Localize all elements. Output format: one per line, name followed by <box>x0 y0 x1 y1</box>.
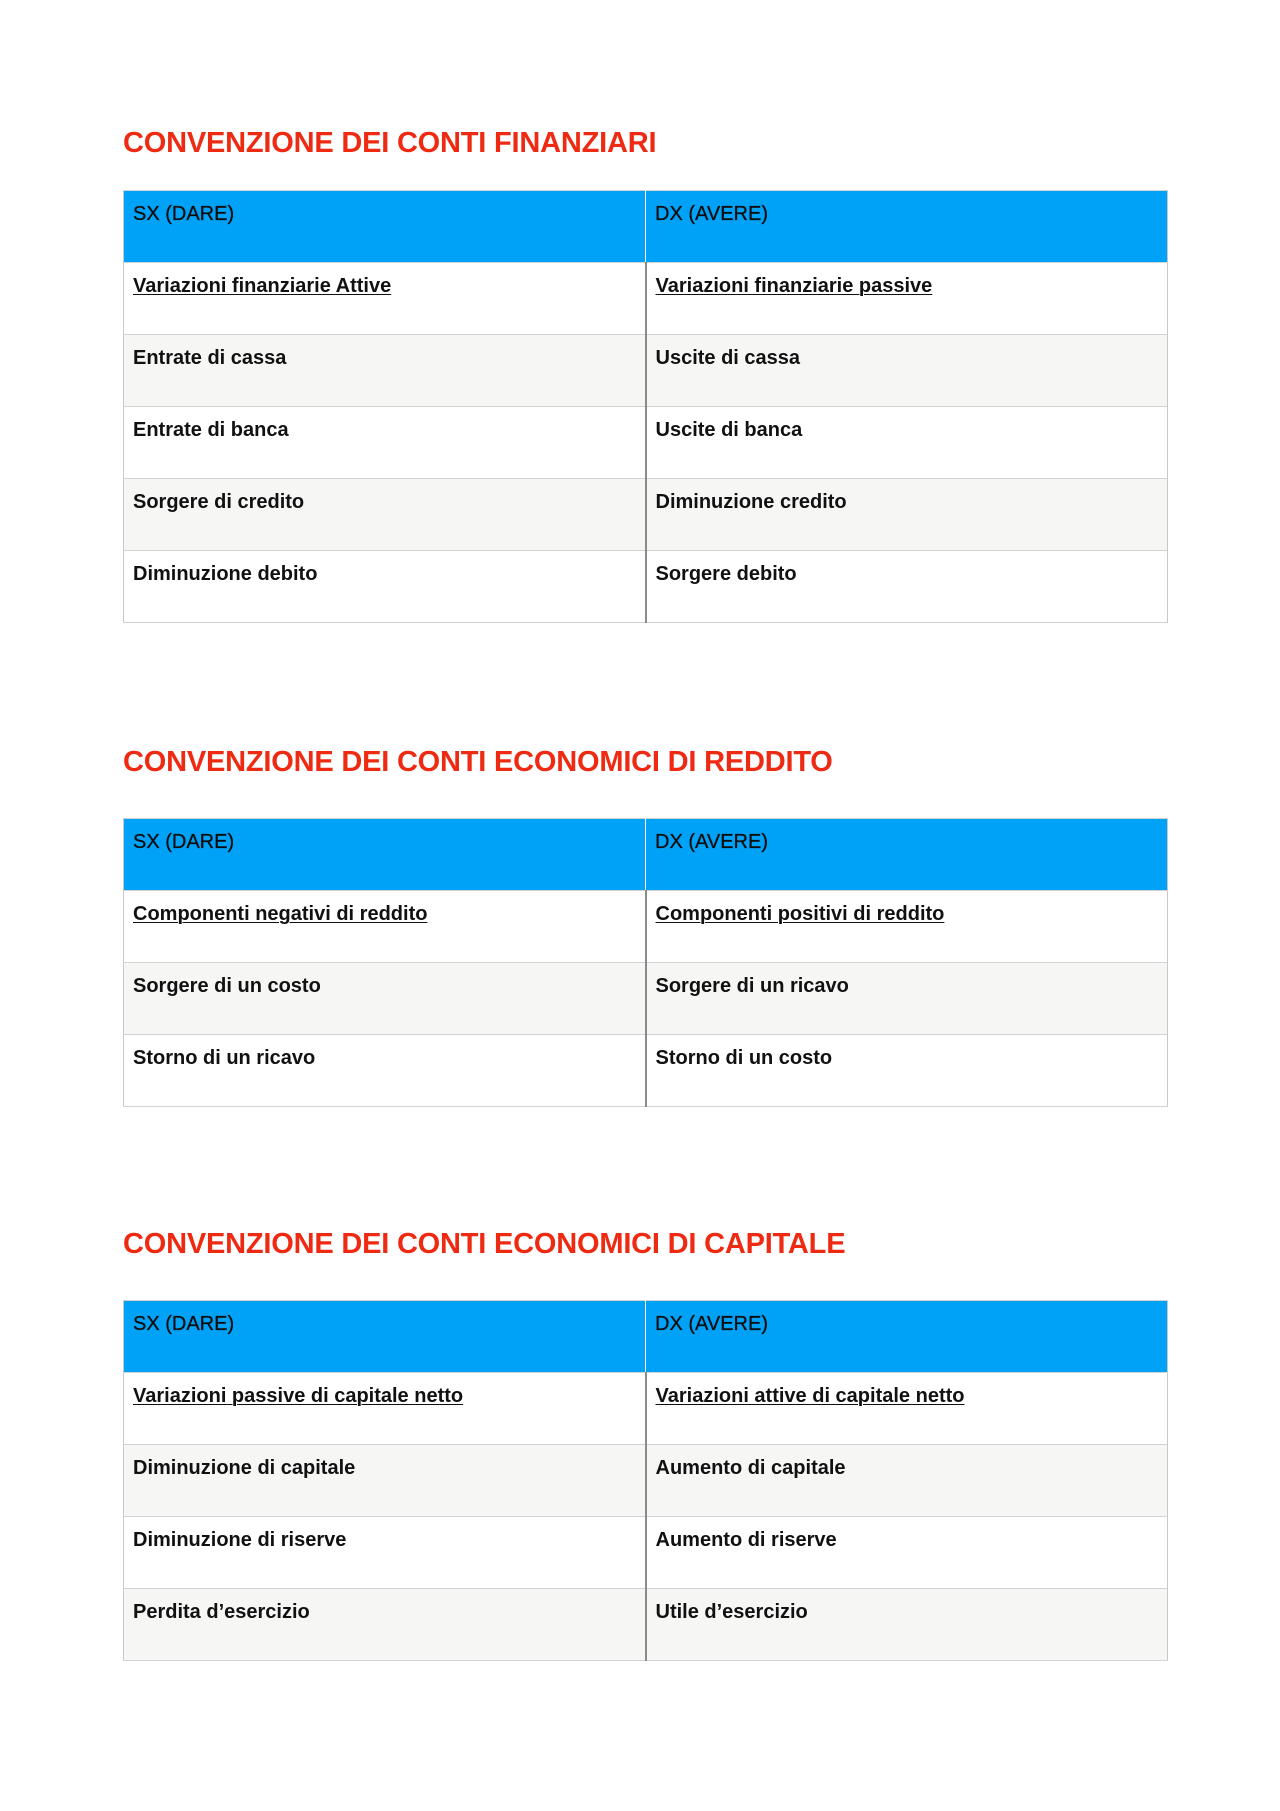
category-label-dare: Componenti negativi di reddito <box>133 903 428 925</box>
category-label-dare: Variazioni passive di capitale netto <box>133 1385 464 1407</box>
section-conti-finanziari <box>123 126 1167 585</box>
table-row <box>124 1035 1168 1107</box>
cell-avere: Utile d’esercizio <box>646 1589 1168 1661</box>
header-dare: SX (DARE) <box>124 191 646 263</box>
cell-dare: Entrate di banca <box>124 407 646 479</box>
cell-dare <box>124 891 646 963</box>
cell-dare: Diminuzione debito <box>124 551 646 623</box>
cell-avere: Sorgere debito <box>646 551 1168 623</box>
cell-avere: Sorgere di un ricavo <box>646 963 1168 1035</box>
cell-avere <box>646 891 1168 963</box>
cell-avere: Diminuzione credito <box>646 479 1168 551</box>
section-title: CONVENZIONE DEI CONTI ECONOMICI DI REDDITO <box>123 746 833 778</box>
table-row <box>124 479 1168 551</box>
table-row <box>124 1373 1168 1445</box>
cell-dare <box>124 263 646 335</box>
convention-table <box>123 818 1168 1107</box>
header-avere: DX (AVERE) <box>646 819 1168 891</box>
cell-avere: Aumento di capitale <box>646 1445 1168 1517</box>
header-avere: DX (AVERE) <box>646 1301 1168 1373</box>
table-header-row <box>124 819 1168 891</box>
convention-table <box>123 190 1168 623</box>
category-label-avere: Componenti positivi di reddito <box>655 903 945 925</box>
category-label-avere: Variazioni finanziarie passive <box>655 275 933 297</box>
cell-avere <box>646 263 1168 335</box>
cell-avere: Storno di un costo <box>646 1035 1168 1107</box>
table-row <box>124 963 1168 1035</box>
table-row <box>124 1445 1168 1517</box>
section-title: CONVENZIONE DEI CONTI ECONOMICI DI CAPITALE <box>123 1228 846 1260</box>
table-row <box>124 407 1168 479</box>
cell-avere: Aumento di riserve <box>646 1517 1168 1589</box>
table-row <box>124 1589 1168 1661</box>
header-dare: SX (DARE) <box>124 819 646 891</box>
table-header-row <box>124 1301 1168 1373</box>
table-row <box>124 1517 1168 1589</box>
table-header-row <box>124 191 1168 263</box>
cell-dare: Sorgere di un costo <box>124 963 646 1035</box>
cell-dare <box>124 1373 646 1445</box>
table-row <box>124 335 1168 407</box>
section-title: CONVENZIONE DEI CONTI FINANZIARI <box>123 127 657 159</box>
cell-dare: Perdita d’esercizio <box>124 1589 646 1661</box>
convention-table <box>123 1300 1168 1661</box>
cell-dare: Storno di un ricavo <box>124 1035 646 1107</box>
category-label-avere: Variazioni attive di capitale netto <box>655 1385 965 1407</box>
cell-avere: Uscite di cassa <box>646 335 1168 407</box>
category-label-dare: Variazioni finanziarie Attive <box>133 275 392 297</box>
cell-avere: Uscite di banca <box>646 407 1168 479</box>
table-row <box>124 891 1168 963</box>
table-row <box>124 263 1168 335</box>
section-conti-economici-reddito <box>123 745 1167 1069</box>
table-row <box>124 551 1168 623</box>
cell-avere <box>646 1373 1168 1445</box>
section-conti-economici-capitale <box>123 1227 1167 1623</box>
cell-dare: Sorgere di credito <box>124 479 646 551</box>
header-dare: SX (DARE) <box>124 1301 646 1373</box>
cell-dare: Diminuzione di riserve <box>124 1517 646 1589</box>
header-avere: DX (AVERE) <box>646 191 1168 263</box>
cell-dare: Entrate di cassa <box>124 335 646 407</box>
cell-dare: Diminuzione di capitale <box>124 1445 646 1517</box>
